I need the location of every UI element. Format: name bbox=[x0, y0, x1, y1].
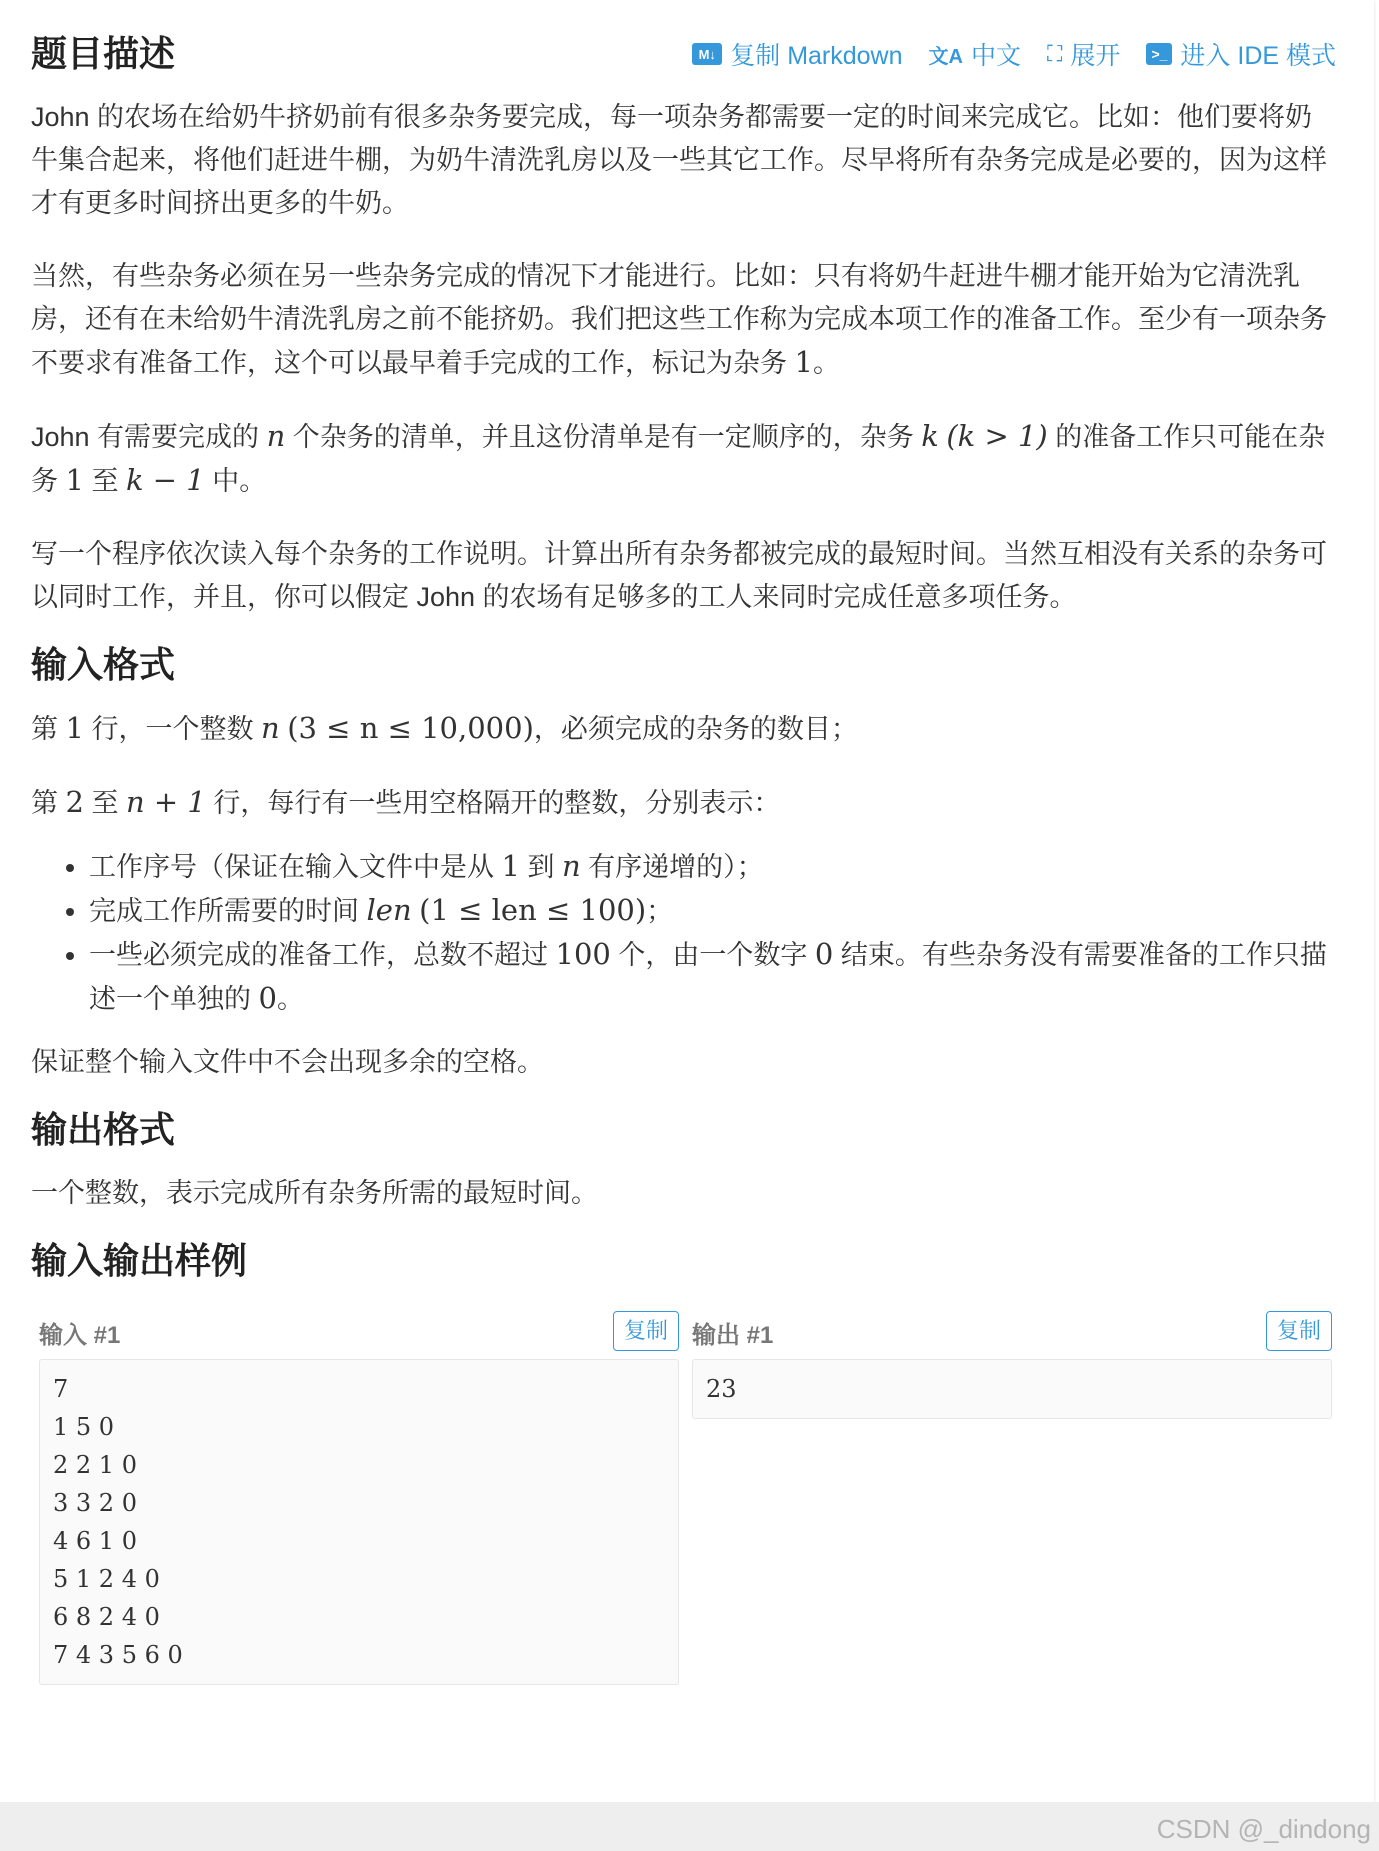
terminal-icon: >_ bbox=[1146, 43, 1172, 65]
sample-input-panel bbox=[39, 1307, 679, 1685]
expand-button[interactable] bbox=[1047, 36, 1120, 72]
section-title-samples: 输入输出样例 bbox=[31, 1240, 248, 1281]
input-format-note: 保证整个输入文件中不会出现多余的空格。 bbox=[31, 1047, 544, 1077]
copy-output-button[interactable]: 复制 bbox=[1266, 1311, 1332, 1351]
markdown-icon: M↓ bbox=[692, 43, 722, 65]
output-format-text: 一个整数，表示完成所有杂务所需的最短时间。 bbox=[31, 1178, 598, 1208]
page-footer bbox=[0, 1802, 1379, 1851]
sample-output-code[interactable]: 23 bbox=[692, 1359, 1332, 1419]
translate-icon: 文A bbox=[928, 45, 963, 68]
sample-output-header bbox=[692, 1307, 1332, 1359]
header-row bbox=[31, 22, 1336, 86]
input-format-line-1: 第 1 行，一个整数 n (3 ≤ n ≤ 10,000)，必须完成的杂务的数目； bbox=[31, 711, 858, 745]
list-item: • 一些必须完成的准备工作，总数不超过 100 个，由一个数字 0 结束。有些杂务没有需要准备的工作只描述一个单独的 0。 bbox=[89, 933, 1336, 1021]
watermark: CSDN @_dindong bbox=[1156, 1814, 1371, 1844]
copy-markdown-label: 复制 Markdown bbox=[730, 42, 903, 70]
description-paragraph-2: 当然，有些杂务必须在另一些杂务完成的情况下才能进行。比如：只有将奶牛赶进牛棚才能开始为它清洗乳房，还有在未给奶牛清洗乳房之前不能挤奶。我们把这些工作称为完成本项工作的准备工作。至少有一项杂务不要求有准备工作，这个可以最早着手完成的工作，标记为杂务 1。 bbox=[31, 261, 1327, 379]
sample-input-title: 输入 #1 bbox=[39, 1322, 121, 1349]
language-label: 中文 bbox=[970, 42, 1021, 70]
list-item: • 工作序号（保证在输入文件中是从 1 到 n 有序递增的）； bbox=[89, 845, 1336, 889]
copy-input-button[interactable]: 复制 bbox=[613, 1311, 679, 1351]
samples-area bbox=[31, 1307, 1336, 1727]
list-item: • 完成工作所需要的时间 len (1 ≤ len ≤ 100)； bbox=[89, 889, 1336, 933]
description-paragraph-4: 写一个程序依次读入每个杂务的工作说明。计算出所有杂务都被完成的最短时间。当然互相没有关系的杂务可以同时工作，并且，你可以假定 John 的农场有足够多的工人来同时完成任意多项任务。 bbox=[31, 539, 1327, 612]
sample-output-panel bbox=[692, 1307, 1332, 1419]
expand-label: 展开 bbox=[1070, 42, 1121, 70]
language-button[interactable] bbox=[929, 36, 1021, 72]
problem-content bbox=[31, 22, 1336, 1727]
sample-output-title: 输出 #1 bbox=[692, 1322, 774, 1349]
ide-mode-button[interactable] bbox=[1146, 36, 1336, 72]
description-paragraph-3: John 有需要完成的 n 个杂务的清单，并且这份清单是有一定顺序的，杂务 k (k > 1) 的准备工作只可能在杂务 1 至 k − 1 中。 bbox=[31, 419, 1326, 497]
description-paragraph-1: John 的农场在给奶牛挤奶前有很多杂务要完成，每一项杂务都需要一定的时间来完成它。比如：他们要将奶牛集合起来，将他们赶进牛棚，为奶牛清洗乳房以及一些其它工作。尽早将所有杂务完成是必要的，因为这样才有更多时间挤出更多的牛奶。 bbox=[31, 102, 1327, 218]
expand-icon: ⛶ bbox=[1047, 41, 1063, 66]
input-format-line-2: 第 2 至 n + 1 行，每行有一些用空格隔开的整数，分别表示： bbox=[31, 785, 781, 819]
ide-mode-label: 进入 IDE 模式 bbox=[1180, 42, 1336, 70]
sample-input-header bbox=[39, 1307, 679, 1359]
toolbar bbox=[692, 36, 1336, 72]
input-field-list bbox=[31, 845, 1336, 1021]
copy-markdown-button[interactable] bbox=[692, 36, 902, 72]
section-title-description: 题目描述 bbox=[31, 33, 176, 74]
section-title-input-format: 输入格式 bbox=[31, 644, 176, 685]
section-title-output-format: 输出格式 bbox=[31, 1109, 176, 1150]
sample-input-code[interactable]: 7 1 5 0 2 2 1 0 3 3 2 0 4 6 1 0 5 1 2 4 0 6 8 2 4 0 7 4 3 5 6 0 bbox=[39, 1359, 679, 1685]
